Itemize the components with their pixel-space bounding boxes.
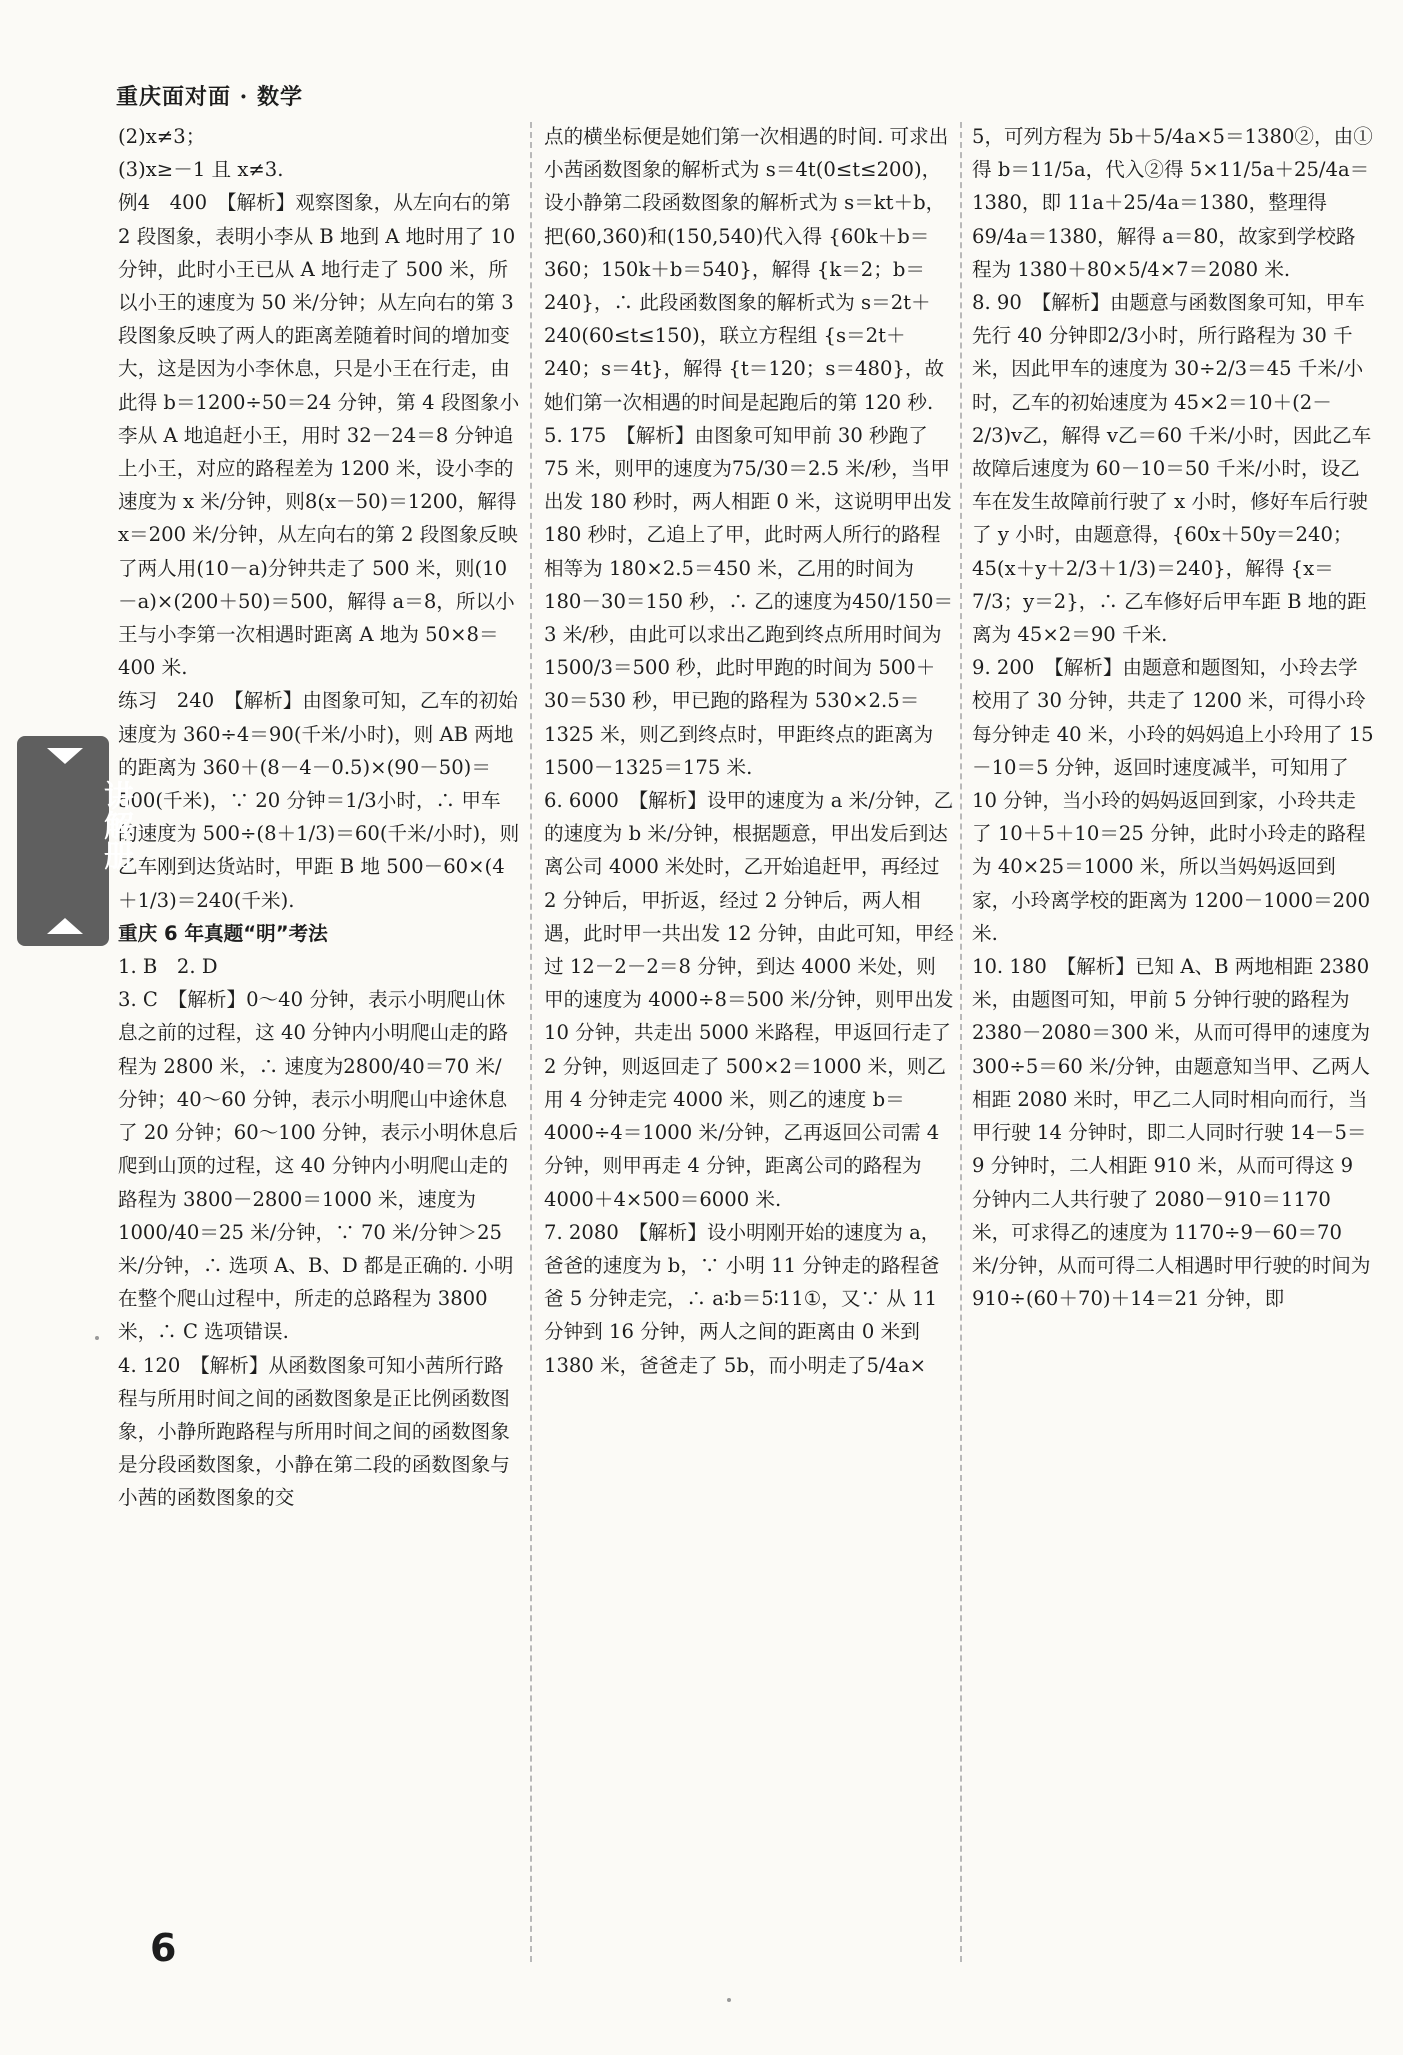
triangle-up-icon [47,918,83,934]
paragraph: 3. C 【解析】0～40 分钟，表示小明爬山休息之前的过程，这 40 分钟内小明爬山走的路程为 2800 米，∴ 速度为2800/40＝70 米/分钟；40～60 分钟，表示小明爬山中途休息了 20 分钟；60～100 分钟，表示小明休息后爬到山顶的过程，这 40 分钟内小明爬山走的路程为 3800－2800＝1000 米，速度为1000/40＝25 米/分钟，∵ 70 米/分钟＞25 米/分钟，∴ 选项 A、B、D 都是正确的. 小明在整个爬山过程中，所走的总路程为 3800 米，∴ C 选项错误. [118,988,518,1344]
paragraph: 例4 400 【解析】观察图象，从左向右的第 2 段图象，表明小李从 B 地到 A 地时用了 10 分钟，此时小王已从 A 地行走了 500 米，所以小王的速度为 50 米/分钟；从左向右的第 3 段图象反映了两人的距离差随着时间的增加变大，这是因为小李休息，只是小王在行走，由此得 b＝1200÷50＝24 分钟，第 4 段图象小李从 A 地追赶小王，用时 32－24＝8 分钟追上小王，对应的路程差为 1200 米，设小李的速度为 x 米/分钟，则8(x－50)＝1200，解得 x＝200 米/分钟，从左向右的第 2 段图象反映了两人用(10－a)分钟共走了 500 米，则(10－a)×(200＋50)＝500，解得 a＝8，所以小王与小李第一次相遇时距离 A 地为 50×8＝400 米. [118,191,523,680]
paragraph: 点的横坐标便是她们第一次相遇的时间. 可求出小茜函数图象的解析式为 s＝4t(0≤t≤200)，设小静第二段函数图象的解析式为 s＝kt＋b，把(60,360)和(150,540)代入得 {60k＋b＝360；150k＋b＝540}，解得 {k＝2；b＝240}，∴ 此段函数图象的解析式为 s＝2t＋240(60≤t≤150)，联立方程组 {s＝2t＋240；s＝4t}，解得 {t＝120；s＝480}，故她们第一次相遇的时间是起跑后的第 120 秒. [544,125,949,414]
paragraph: 5. 175 【解析】由图象可知甲前 30 秒跑了 75 米，则甲的速度为75/30＝2.5 米/秒，当甲出发 180 秒时，两人相距 0 米，这说明甲出发 180 秒时，乙追上了甲，此时两人所行的路程相等为 180×2.5＝450 米，乙用的时间为 180－30＝150 秒，∴ 乙的速度为450/150＝3 米/秒，由此可以求出乙跑到终点所用时间为1500/3＝500 秒，此时甲跑的时间为 500＋30＝530 秒，甲已跑的路程为 530×2.5＝1325 米，则乙到终点时，甲距终点的距离为 1500－1325＝175 米. [544,423,959,779]
print-speck [95,1336,99,1340]
print-speck [727,1998,731,2002]
paragraph: (2)x≠3； [118,125,206,148]
paragraph: 7. 2080 【解析】设小明刚开始的速度为 a，爸爸的速度为 b，∵ 小明 11 分钟走的路程爸爸 5 分钟走完，∴ a∶b＝5∶11①，又∵ 从 11 分钟到 16 分钟，两人之间的距离由 0 米到 1380 米，爸爸走了 5b，而小明走了5/4a× [544,1220,944,1377]
column-left [118,120,523,1515]
paragraph: 练习 240 【解析】由图象可知，乙车的初始速度为 360÷4＝90(千米/小时)，则 AB 两地的距离为 360＋(8－4－0.5)×(90－50)＝500(千米)，∵ 20 分钟＝1/3小时，∴ 甲车的速度为 500÷(8＋1/3)＝60(千米/小时)，则乙车刚到达货站时，甲距 B 地 500－60×(4＋1/3)＝240(千米). [118,689,520,912]
section-heading: 重庆 6 年真题“明”考法 [118,921,328,945]
paragraph: 10. 180 【解析】已知 A、B 两地相距 2380 米，由题图可知，甲前 5 分钟行驶的路程为 2380－2080＝300 米，从而可得甲的速度为 300÷5＝60 米/分钟，由题意知当甲、乙两人相距 2080 米时，甲乙二人同时相向而行，当甲行驶 14 分钟时，即二人同时行驶 14－5＝9 分钟时，二人相距 910 米，从而可得这 9 分钟内二人共行驶了 2080－910＝1170 米，可求得乙的速度为 1170÷9－60＝70 米/分钟，从而可得二人相遇时甲行驶的时间为 910÷(60＋70)＋14＝21 分钟，即 [972,955,1377,1311]
paragraph: 8. 90 【解析】由题意与函数图象可知，甲车先行 40 分钟即2/3小时，所行路程为 30 千米，因此甲车的速度为 30÷2/3＝45 千米/小时，乙车的初始速度为 45×2＝10＋(2－2/3)v乙，解得 v乙＝60 千米/小时，因此乙车故障后速度为 60－10＝50 千米/小时，设乙车在发生故障前行驶了 x 小时，修好车后行驶了 y 小时，由题意得，{60x＋50y＝240；45(x＋y＋2/3＋1/3)＝240}，解得 {x＝7/3；y＝2}，∴ 乙车修好后甲车距 B 地的距离为 45×2＝90 千米. [972,291,1372,647]
paragraph: 4. 120 【解析】从函数图象可知小茜所行路程与所用时间之间的函数图象是正比例函数图象，小静所跑路程与所用时间之间的函数图象是分段函数图象，小静在第二段的函数图象与小茜的函数图象的交 [118,1353,510,1510]
column-right [972,120,1377,1315]
paragraph: 1. B 2. D [118,955,218,979]
paragraph: 6. 6000 【解析】设甲的速度为 a 米/分钟，乙的速度为 b 米/分钟，根据题意，甲出发后到达离公司 4000 米处时，乙开始追赶甲，再经过 2 分钟后，甲折返，经过 2 分钟后，两人相遇，此时甲一共出发 12 分钟，由此可知，甲经过 12－2－2＝8 分钟，到达 4000 米处，则甲的速度为 4000÷8＝500 米/分钟，则甲出发 10 分钟，共走出 5000 米路程，甲返回行走了 2 分钟，则返回走了 500×2＝1000 米，则乙用 4 分钟走完 4000 米，则乙的速度 b＝4000÷4＝1000 米/分钟，乙再返回公司需 4 分钟，则甲再走 4 分钟，距离公司的路程为 4000＋4×500＝6000 米. [544,789,960,1211]
column-divider [530,122,532,1962]
column-divider [960,122,962,1962]
column-middle [544,120,960,1382]
triangle-down-icon [47,748,83,764]
page-number: 6 [150,1926,177,1970]
side-tab-label: 讲解册 [98,780,133,870]
paragraph: (3)x≥－1 且 x≠3. [118,158,284,182]
paragraph: 5，可列方程为 5b＋5/4a×5＝1380②，由①得 b＝11/5a，代入②得 5×11/5a＋25/4a＝1380，即 11a＋25/4a＝1380，整理得69/4a＝1380，解得 a＝80，故家到学校路程为 1380＋80×5/4×7＝2080 米. [972,125,1373,281]
paragraph: 9. 200 【解析】由题意和题图知，小玲去学校用了 30 分钟，共走了 1200 米，可得小玲每分钟走 40 米，小玲的妈妈追上小玲用了 15－10＝5 分钟，返回时速度减半，可知用了 10 分钟，当小玲的妈妈返回到家，小玲共走了 10＋5＋10＝25 分钟，此时小玲走的路程为 40×25＝1000 米，所以当妈妈返回到家，小玲离学校的距离为 1200－1000＝200 米. [972,656,1377,945]
section-side-tab [17,736,133,946]
page-header: 重庆面对面 · 数学 [116,84,303,110]
